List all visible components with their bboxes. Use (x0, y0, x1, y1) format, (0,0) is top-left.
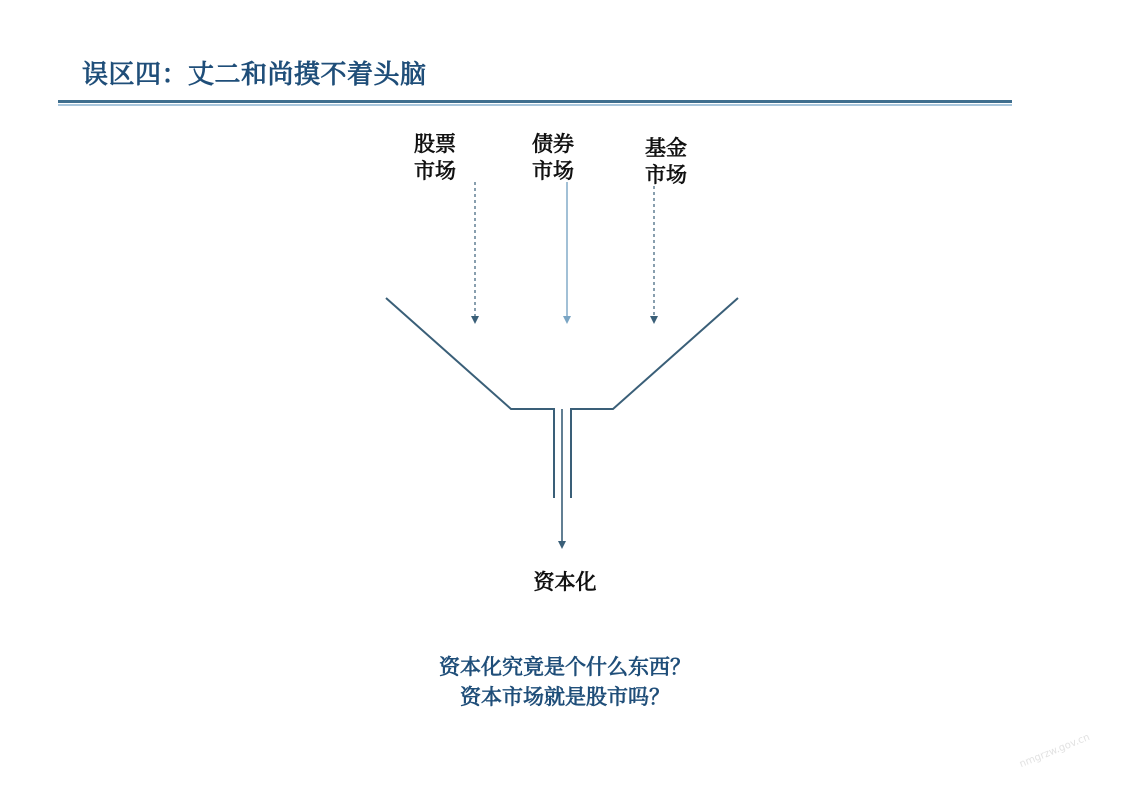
capitalization-label: 资本化 (533, 569, 597, 594)
fund-market-label-line2: 市场 (645, 162, 687, 187)
question-text (365, 652, 765, 712)
question-line-2: 资本市场就是股市吗？ (460, 685, 670, 709)
fund-market-label-line1: 基金 (645, 135, 687, 160)
bond-market-label-line1: 债券 (532, 131, 574, 156)
bond-market-label-line2: 市场 (532, 158, 574, 183)
stock-market-label-line1: 股票 (414, 131, 456, 156)
funnel-left-wall (386, 298, 554, 498)
question-line-1: 资本化究竟是个什么东西？ (439, 655, 691, 679)
stock-market-label-line2: 市场 (414, 158, 456, 183)
funnel-right-wall (571, 298, 738, 498)
page-title: 误区四：丈二和尚摸不着头脑 (82, 60, 427, 90)
watermark: nmgrzw.gov.cn (1018, 731, 1092, 771)
